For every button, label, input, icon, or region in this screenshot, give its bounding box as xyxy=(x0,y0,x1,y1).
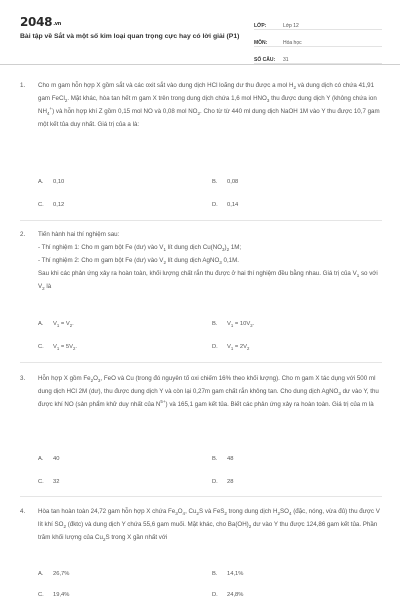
option-text: 26,7% xyxy=(53,571,70,577)
option-letter: A. xyxy=(38,321,44,327)
option-letter: A. xyxy=(38,179,44,185)
option-a[interactable] xyxy=(38,456,59,462)
meta-row-subject xyxy=(254,32,382,47)
option-letter: B. xyxy=(212,179,218,185)
meta-label: SỐ CÂU: xyxy=(254,57,276,63)
option-d[interactable] xyxy=(212,344,249,350)
option-text: 48 xyxy=(227,456,234,462)
option-b[interactable] xyxy=(212,321,254,327)
question-text: Hỗn hợp X gồm $Fe_2O_3$, FeO và Cu (trong đó nguyên tố oxi chiếm 16% theo khối lượng). Cho m gam X tác dụng với 500 ml dung dịch HCl 2M (dư), thu được dung dịch Y và còn lại 0,27m gam chất rắn không tan. Cho dung dịch AgNO$_3$ dư vào Y, thu được khí NO (sản phẩm khử duy nhất của $N^{5+}$) và 165,1 gam kết tủa. Biết các phản ứng xảy ra hoàn toàn. Giá trị của m là xyxy=(38,375,379,408)
option-letter: A. xyxy=(38,571,44,577)
document-header xyxy=(0,0,400,65)
option-letter: C. xyxy=(38,479,44,485)
question-text: Cho m gam hỗn hợp X gồm sắt và các oxit sắt vào dung dịch HCl loãng dư thu được a mol $H_2$ và dung dịch có chứa 41,91 gam FeCl$_2$. Mặt khác, hòa tan hết m gam X trên trong dung dịch chứa 1,6 mol $HNO_3$ thu được dung dịch Y (không chứa ion $NH_4^+$) và hỗn hợp khí Z gồm 0,15 mol NO và 0,08 mol $NO_2$. Cho từ từ 440 ml dung dịch NaOH 1M vào Y thu được 10,7 gam một kết tủa duy nhất. Giá trị của a là: xyxy=(38,82,380,128)
option-letter: A. xyxy=(38,456,44,462)
divider xyxy=(20,496,382,497)
option-b[interactable] xyxy=(212,571,243,577)
option-d[interactable] xyxy=(212,592,243,598)
option-text: 14,1% xyxy=(227,571,244,577)
option-letter: D. xyxy=(212,344,218,350)
meta-value: Lớp 12 xyxy=(283,23,299,29)
option-letter: D. xyxy=(212,202,218,208)
option-text: 40 xyxy=(53,456,60,462)
option-c[interactable] xyxy=(38,479,59,485)
option-text: 0,10 xyxy=(53,179,65,185)
option-d[interactable] xyxy=(212,202,238,208)
option-text: $V_1 = 10V_2$. xyxy=(227,321,255,328)
option-c[interactable] xyxy=(38,202,64,208)
divider xyxy=(20,362,382,363)
option-text: $V_1 = 2V_2$ xyxy=(227,344,250,351)
option-a[interactable] xyxy=(38,179,64,185)
question-number: 2. xyxy=(20,231,26,238)
question-text: Tiến hành hai thí nghiệm sau: - Thí nghiệm 1: Cho m gam bột Fe (dư) vào $V_1$ lít dung dịch $Cu(NO_3)_2$ 1M; - Thí nghiệm 2: Cho m gam bột Fe (dư) vào $V_2$ lít dung dịch AgNO$_3$ 0,1M. Sau khi các phản ứng xảy ra hoàn toàn, khối lượng chất rắn thu được ở hai thí nghiệm đều bằng nhau. Giá trị của $V_1$ so với $V_2$ là xyxy=(38,231,378,291)
option-letter: C. xyxy=(38,344,44,350)
option-text: 0,12 xyxy=(53,202,65,208)
option-letter: B. xyxy=(212,456,218,462)
option-b[interactable] xyxy=(212,179,238,185)
logo-text: 2048 xyxy=(20,15,53,29)
meta-value: 31 xyxy=(283,57,289,63)
option-d[interactable] xyxy=(212,479,233,485)
meta-label: MÔN: xyxy=(254,40,268,46)
site-logo[interactable] xyxy=(20,15,61,29)
divider xyxy=(20,220,382,221)
option-text: 32 xyxy=(53,479,60,485)
option-b[interactable] xyxy=(212,456,233,462)
option-letter: C. xyxy=(38,592,44,598)
question-number: 3. xyxy=(20,375,26,382)
option-letter: B. xyxy=(212,321,218,327)
meta-row-count xyxy=(254,49,382,64)
option-a[interactable] xyxy=(38,571,69,577)
option-text: 19,4% xyxy=(53,592,70,598)
option-text: $V_1 = 5V_2$. xyxy=(53,344,77,351)
option-a[interactable] xyxy=(38,321,74,327)
meta-row-class xyxy=(254,15,382,30)
option-letter: D. xyxy=(212,479,218,485)
question-text: Hòa tan hoàn toàn 24,72 gam hỗn hợp X chứa $Fe_3O_4$, $Cu_2S$ và FeS$_2$ trong dung dịch $H_2SO_4$ (đặc, nóng, vừa đủ) thu được V lít khí $SO_2$ (đktc) và dung dịch Y chứa 55,6 gam muối. Mặt khác, cho $Ba(OH)_2$ dư vào Y thu được 124,86 gam kết tủa. Phần trăm khối lượng của $Cu_2S$ trong X gần nhất với xyxy=(38,508,380,542)
option-text: 0,14 xyxy=(227,202,239,208)
option-c[interactable] xyxy=(38,592,69,598)
option-letter: D. xyxy=(212,592,218,598)
logo-suffix: .vn xyxy=(53,21,62,27)
meta-label: LỚP: xyxy=(254,23,267,29)
document-meta xyxy=(254,15,382,66)
question-number: 4. xyxy=(20,508,26,515)
meta-value: Hóa học xyxy=(283,40,302,46)
option-c[interactable] xyxy=(38,344,77,350)
option-letter: C. xyxy=(38,202,44,208)
option-text: 28 xyxy=(227,479,234,485)
question-number: 1. xyxy=(20,82,26,89)
document-title: Bài tập về Sắt và một số kim loại quan trọng cực hay có lời giải (P1) xyxy=(20,33,240,40)
option-text: $V_1 = V_2$. xyxy=(53,321,74,328)
option-text: 24,8% xyxy=(227,592,244,598)
option-letter: B. xyxy=(212,571,218,577)
option-text: 0,08 xyxy=(227,179,239,185)
